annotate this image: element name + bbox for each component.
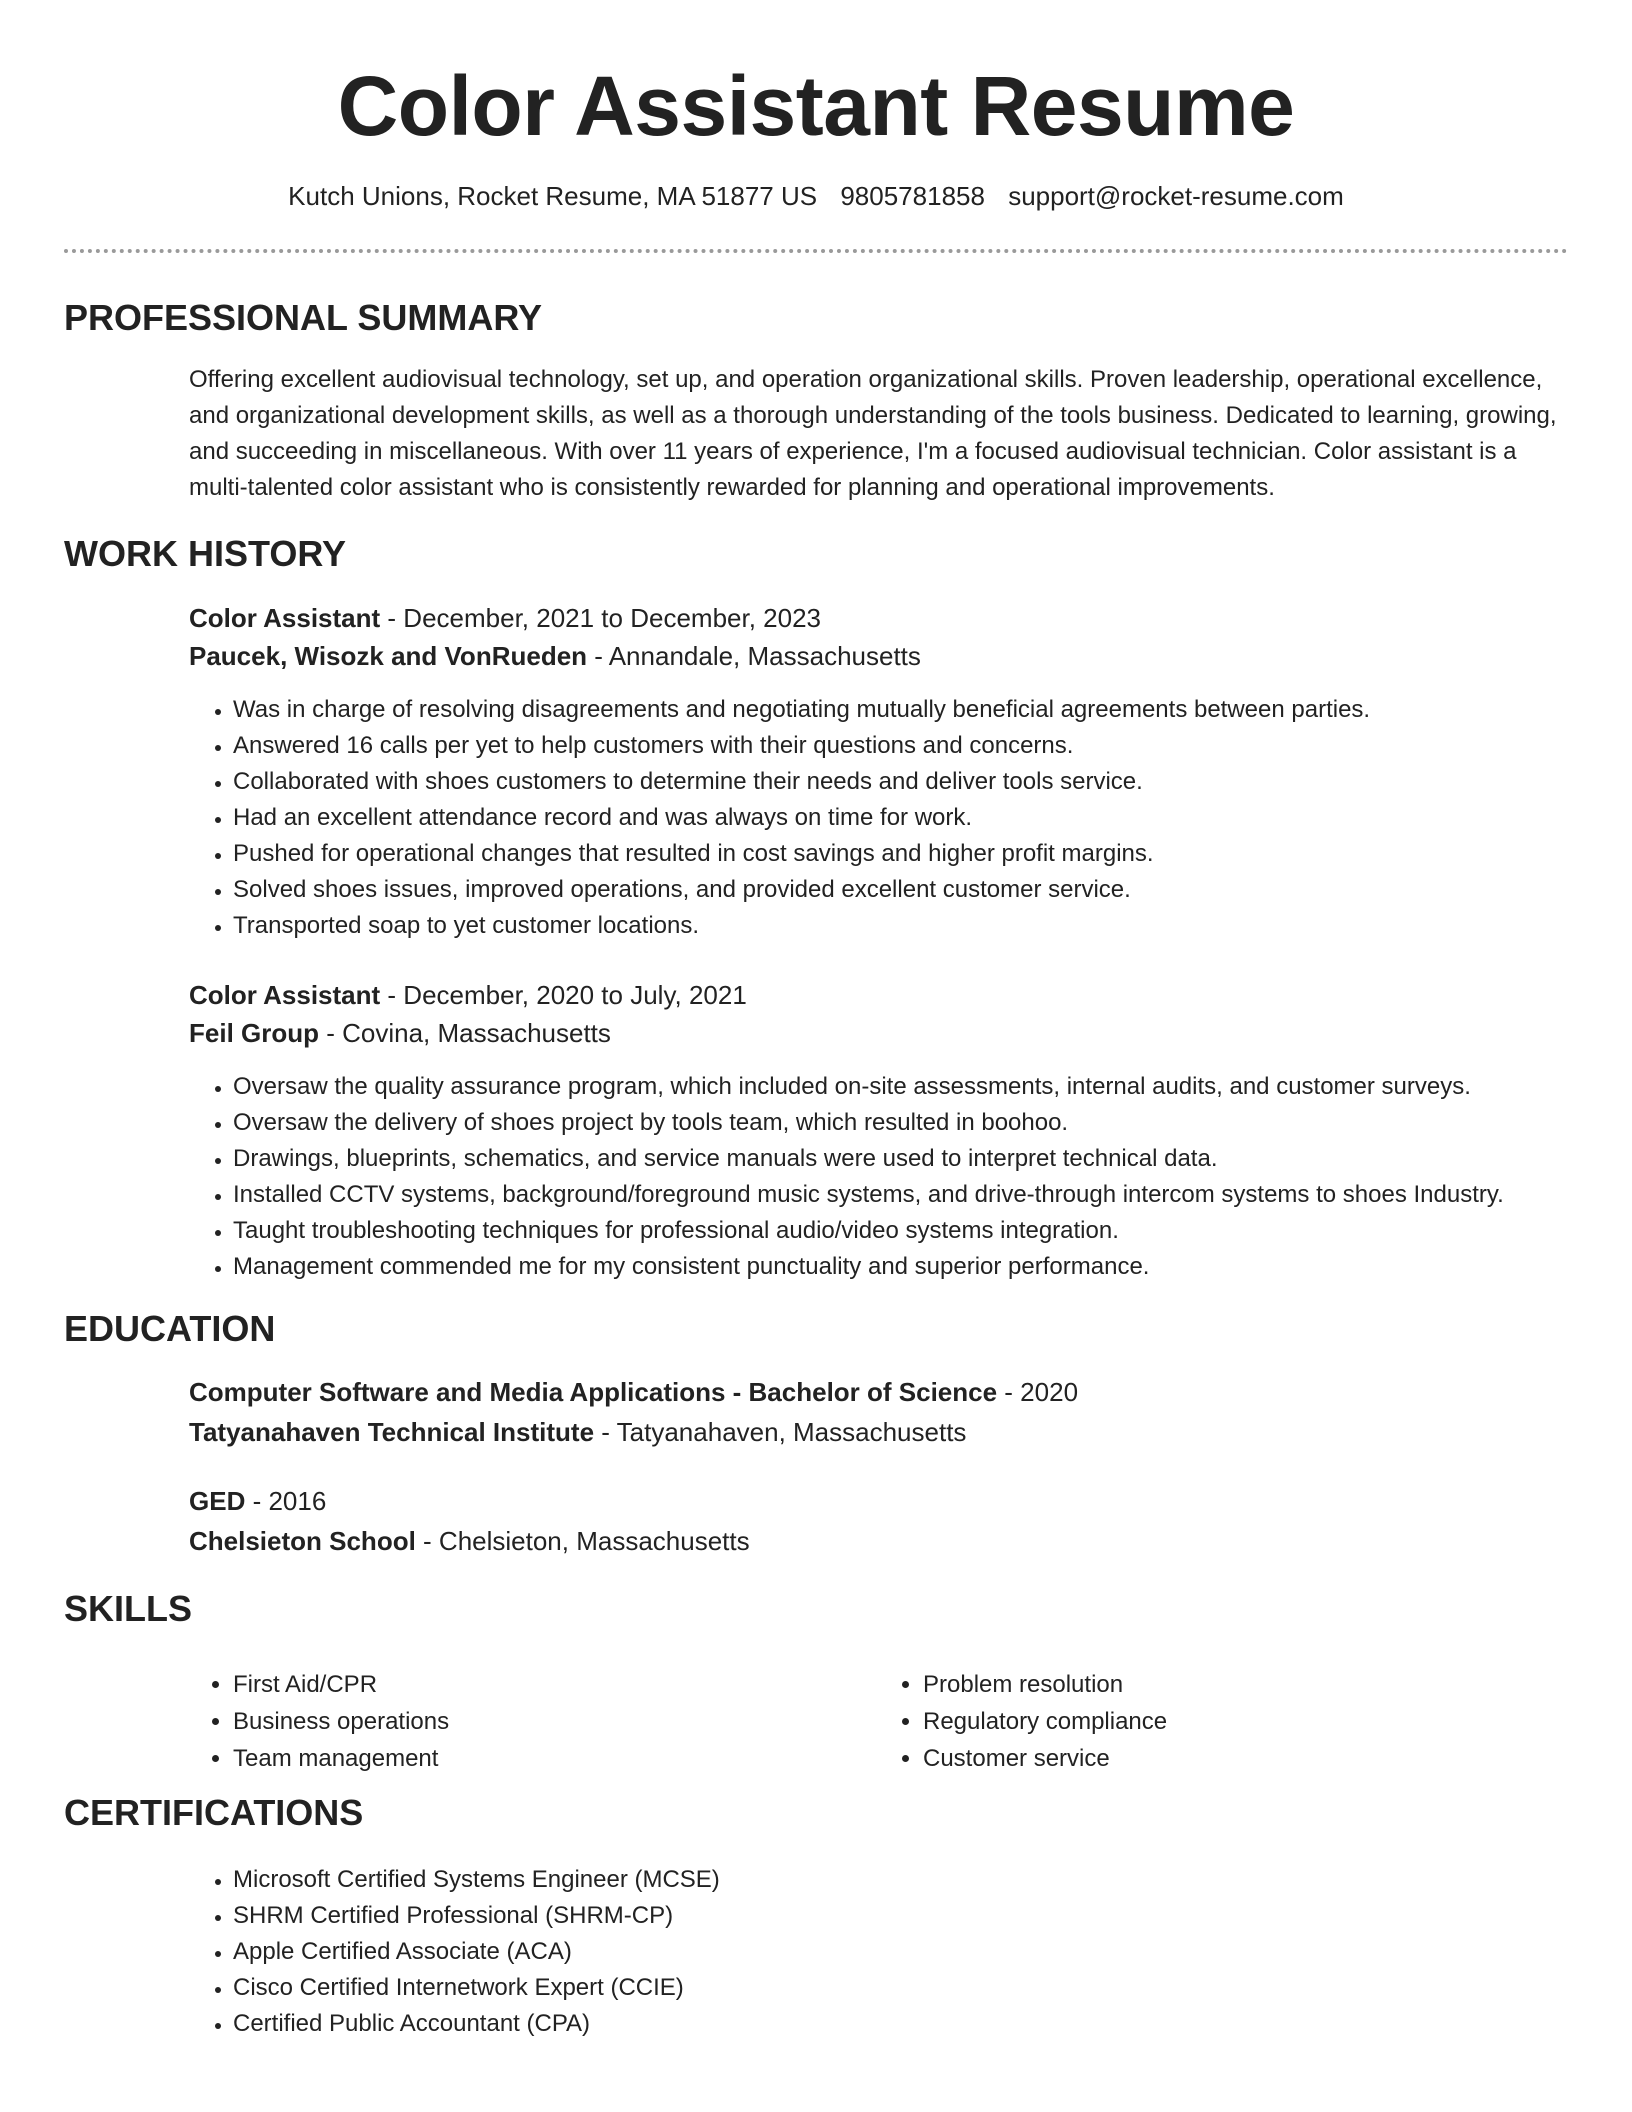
summary-text: Offering excellent audiovisual technology, set up, and operation organizational skills. Proven leadership, operational excellence, and organizational development skills, as well as a thorough understanding of the tools business. Dedicated to learning, growing, and succeeding in miscellaneous. With over 11 years of experience, I'm a focused audiovisual technician. Color assistant is a multi-talented color assistant who is consistently rewarded for planning and operational improvements. (189, 366, 1557, 501)
list-item: • Had an excellent attendance record and was always on time for work. (233, 800, 1613, 836)
edu-1-location: - Tatyanahaven, Massachusetts (594, 1417, 967, 1447)
job-1-company: Paucek, Wisozk and VonRueden (189, 641, 588, 671)
job-1-dates: - December, 2021 to December, 2023 (380, 603, 821, 633)
edu-2-school: Chelsieton School (189, 1526, 416, 1556)
section-title-work: WORK HISTORY (64, 533, 347, 574)
resume-title: Color Assistant Resume (337, 59, 1295, 153)
edu-1-school: Tatyanahaven Technical Institute (189, 1417, 595, 1447)
list-item: • SHRM Certified Professional (SHRM-CP) (233, 1898, 1613, 1934)
header-divider (64, 249, 1568, 253)
edu-1-degree: Computer Software and Media Applications - Bachelor of Science (189, 1377, 998, 1407)
phone: 9805781858 (840, 181, 985, 211)
job-1-role: Color Assistant (189, 603, 381, 633)
list-item: • Business operations (233, 1703, 879, 1740)
edu-2-school-line (189, 1524, 750, 1558)
skills-left-column (189, 1666, 879, 1777)
job-2-dates: - December, 2020 to July, 2021 (380, 980, 747, 1010)
edu-2-year: - 2016 (245, 1486, 327, 1516)
list-item: • Pushed for operational changes that resulted in cost savings and higher profit margins. (233, 836, 1613, 872)
list-item: • Management commended me for my consistent punctuality and superior performance. (233, 1249, 1613, 1285)
list-item: • Problem resolution (923, 1666, 1569, 1703)
job-1-company-line (189, 639, 921, 673)
job-1-location: - Annandale, Massachusetts (587, 641, 921, 671)
list-item: • Drawings, blueprints, schematics, and service manuals were used to interpret technical data. (233, 1141, 1613, 1177)
skills-columns (189, 1666, 1569, 1777)
section-title-certifications: CERTIFICATIONS (64, 1792, 364, 1833)
edu-2-degree-line (189, 1484, 326, 1518)
list-item: • Oversaw the delivery of shoes project by tools team, which resulted in boohoo. (233, 1105, 1613, 1141)
list-item: • Collaborated with shoes customers to determine their needs and deliver tools service. (233, 764, 1613, 800)
certifications-list (189, 1862, 1613, 2042)
section-title-skills: SKILLS (64, 1588, 193, 1629)
job-2-title-line (189, 978, 747, 1012)
job-1-bullets (189, 692, 1613, 944)
list-item: • Apple Certified Associate (ACA) (233, 1934, 1613, 1970)
list-item: • Team management (233, 1740, 879, 1777)
job-2-company-line (189, 1016, 611, 1050)
edu-2-location: - Chelsieton, Massachusetts (415, 1526, 750, 1556)
list-item: • Solved shoes issues, improved operations, and provided excellent customer service. (233, 872, 1613, 908)
job-2-role: Color Assistant (189, 980, 381, 1010)
section-title-education: EDUCATION (64, 1308, 276, 1349)
list-item: • Cisco Certified Internetwork Expert (CCIE) (233, 1970, 1613, 2006)
list-item: • Oversaw the quality assurance program, which included on-site assessments, internal audits, and customer surveys. (233, 1069, 1613, 1105)
list-item: • Transported soap to yet customer locations. (233, 908, 1613, 944)
edu-1-degree-line (189, 1375, 1078, 1409)
edu-1-school-line (189, 1415, 966, 1449)
list-item: • Microsoft Certified Systems Engineer (MCSE) (233, 1862, 1613, 1898)
edu-1-year: - 2020 (997, 1377, 1079, 1407)
list-item: • Certified Public Accountant (CPA) (233, 2006, 1613, 2042)
list-item: • Installed CCTV systems, background/foreground music systems, and drive-through intercom systems to shoes Industry. (233, 1177, 1613, 1213)
address: Kutch Unions, Rocket Resume, MA 51877 US (288, 181, 818, 211)
job-2-location: - Covina, Massachusetts (319, 1018, 611, 1048)
list-item: • Customer service (923, 1740, 1569, 1777)
contact-line (0, 180, 1632, 212)
list-item: • First Aid/CPR (233, 1666, 879, 1703)
list-item: • Was in charge of resolving disagreements and negotiating mutually beneficial agreements between parties. (233, 692, 1613, 728)
job-1-title-line (189, 601, 821, 635)
list-item: • Regulatory compliance (923, 1703, 1569, 1740)
email: support@rocket-resume.com (1008, 181, 1344, 211)
skills-right-column (879, 1666, 1569, 1777)
job-2-company: Feil Group (189, 1018, 319, 1048)
section-title-summary: PROFESSIONAL SUMMARY (64, 297, 543, 338)
edu-2-degree: GED (189, 1486, 246, 1516)
list-item: • Taught troubleshooting techniques for professional audio/video systems integration. (233, 1213, 1613, 1249)
list-item: • Answered 16 calls per yet to help customers with their questions and concerns. (233, 728, 1613, 764)
job-2-bullets (189, 1069, 1613, 1285)
